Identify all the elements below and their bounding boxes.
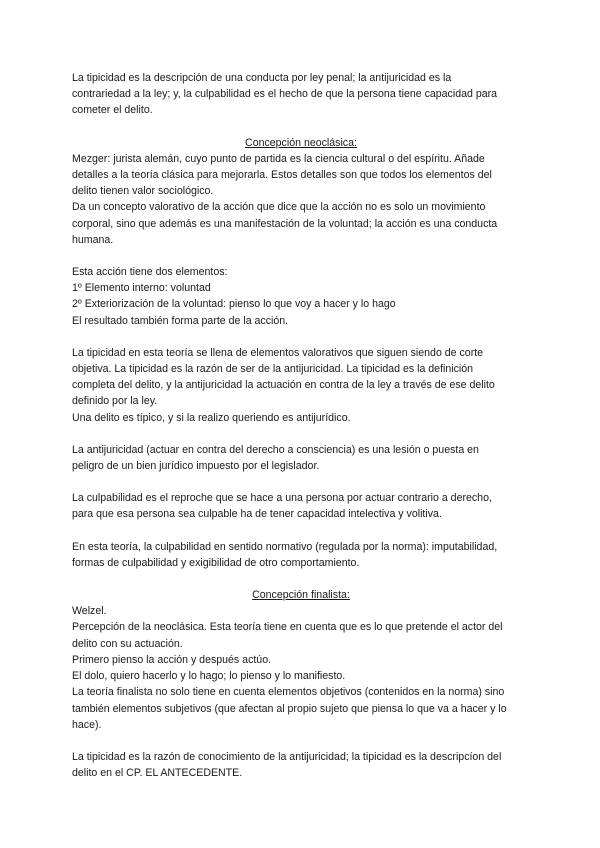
- elements-paragraph: [72, 264, 530, 329]
- text-line: detalles a la teoría clásica para mejorarla. Estos detalles son que todos los elementos del: [72, 169, 492, 182]
- text-line: delito tienen valor sociológico.: [72, 185, 214, 198]
- text-line: contrariedad a la ley; y, la culpabilidad es el hecho de que la persona tiene capacidad para: [72, 88, 498, 101]
- text-line: La antijuricidad (actuar en contra del derecho a consciencia) es una lesión o puesta en: [72, 443, 479, 456]
- text-line: cometer el delito.: [72, 104, 153, 117]
- text-line: Una delito es típico, y si la realizo queriendo es antijurídico.: [72, 411, 351, 424]
- text-line: humana.: [72, 233, 114, 246]
- text-line: Primero pienso la acción y después actúo.: [72, 653, 272, 666]
- text-line: peligro de un bien jurídico impuesto por el legislador.: [72, 460, 320, 473]
- text-line: El resultado también forma parte de la acción.: [72, 314, 289, 327]
- text-line: En esta teoría, la culpabilidad en sentido normativo (regulada por la norma): imputabilidad,: [72, 540, 498, 553]
- antijuricidad-paragraph: [72, 442, 530, 474]
- text-line: La culpabilidad es el reproche que se hace a una persona por actuar contrario a derecho,: [72, 492, 492, 505]
- text-line: hace).: [72, 718, 102, 731]
- text-line: Percepción de la neoclásica. Esta teoría tiene en cuenta que es lo que pretende el actor del: [72, 621, 503, 634]
- document-body: [72, 70, 530, 797]
- section-heading-neoclassical: Concepción neoclásica:: [245, 136, 357, 149]
- text-line: para que esa persona sea culpable ha de tener capacidad intelectiva y volitiva.: [72, 508, 442, 521]
- text-line: definido por la ley.: [72, 395, 158, 408]
- text-line: Welzel.: [72, 605, 107, 618]
- text-line: 1º Elemento interno: voluntad: [72, 282, 211, 295]
- tipicidad-paragraph: [72, 345, 530, 426]
- text-line: Esta acción tiene dos elementos:: [72, 266, 228, 279]
- text-line: La tipicidad en esta teoría se llena de elementos valorativos que siguen siendo de corte: [72, 346, 484, 359]
- text-line: 2º Exteriorización de la voluntad: pienso lo que voy a hacer y lo hago: [72, 298, 396, 311]
- text-line: La teoría finalista no solo tiene en cuenta elementos objetivos (contenidos en la norma) sino: [72, 686, 505, 699]
- text-line: La tipicidad es la descripción de una conducta por ley penal; la antijuricidad es la: [72, 72, 452, 84]
- intro-paragraph: [72, 70, 530, 119]
- text-line: corporal, sino que además es una manifestación de la voluntad; la acción es una conducta: [72, 217, 498, 230]
- text-line: formas de culpabilidad y exigibilidad de otro comportamiento.: [72, 556, 360, 569]
- final-paragraph: [72, 749, 530, 781]
- text-line: Da un concepto valorativo de la acción que dice que la acción no es solo un movimiento: [72, 201, 486, 214]
- section-heading-finalist: Concepción finalista:: [252, 589, 350, 602]
- text-line: objetiva. La tipicidad es la razón de ser de la antijuricidad. La tipicidad es la definición: [72, 363, 474, 376]
- normativo-paragraph: [72, 539, 530, 571]
- text-line: delito con su actuación.: [72, 637, 183, 650]
- culpabilidad-paragraph: [72, 490, 530, 522]
- text-line: Mezger: jurista alemán, cuyo punto de partida es la ciencia cultural o del espíritu. Añade: [72, 152, 485, 165]
- mezger-paragraph: [72, 151, 530, 248]
- text-line: completa del delito, y la antijuricidad la actuación en contra de la ley a través de ese delito: [72, 379, 495, 392]
- text-line: La tipicidad es la razón de conocimiento de la antijuricidad; la tipicidad es la descripcíon del: [72, 750, 502, 763]
- text-line: delito en el CP. EL ANTECEDENTE.: [72, 767, 243, 780]
- text-line: también elementos subjetivos (que afectan al propio sujeto que piensa lo que va a hacer y lo: [72, 702, 507, 715]
- text-line: El dolo, quiero hacerlo y lo hago; lo pienso y lo manifiesto.: [72, 670, 346, 683]
- welzel-paragraph: [72, 603, 530, 733]
